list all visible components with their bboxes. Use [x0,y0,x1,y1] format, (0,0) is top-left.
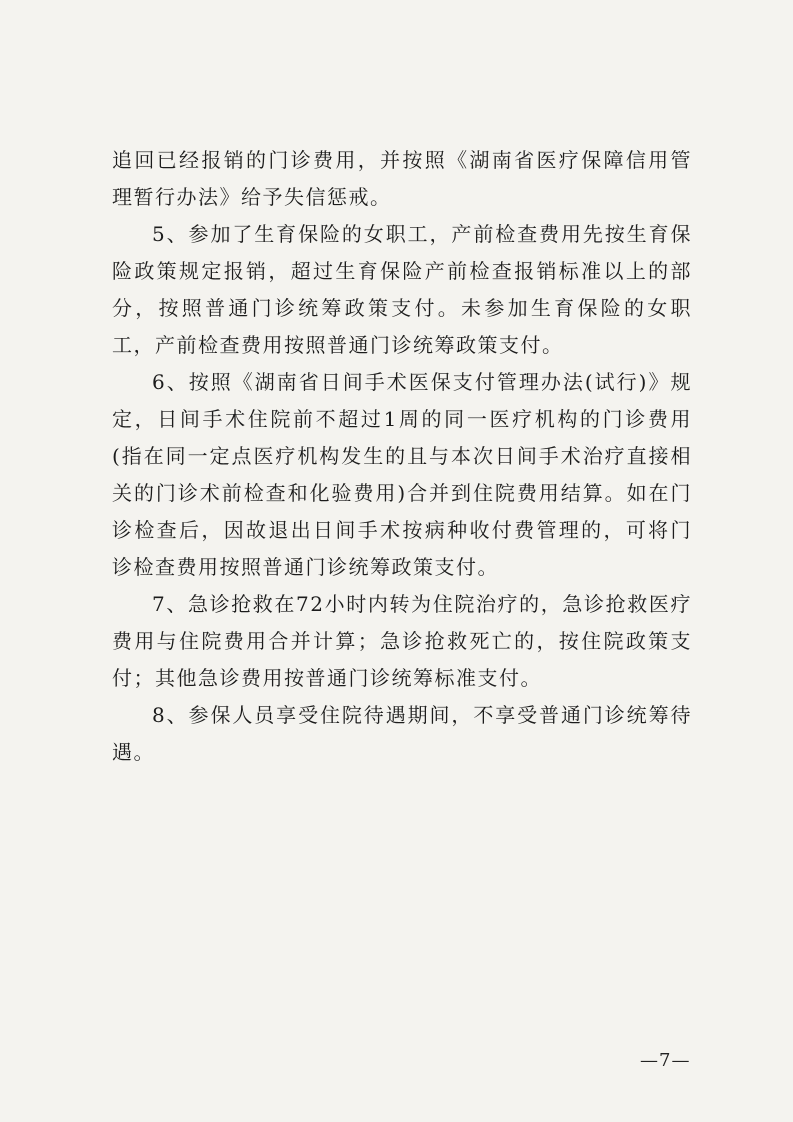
paragraph-item-6: 6、按照《湖南省日间手术医保支付管理办法(试行)》规定，日间手术住院前不超过1周的同一医疗机构的门诊费用(指在同一定点医疗机构发生的且与本次日间手术治疗直接相关的门诊术前检查和化验费用)合并到住院费用结算。如在门诊检查后，因故退出日间手术按病种收付费管理的，可将门诊检查费用按照普通门诊统筹政策支付。 [112,370,692,579]
paragraph-item-5: 5、参加了生育保险的女职工，产前检查费用先按生育保险政策规定报销，超过生育保险产前检查报销标准以上的部分，按照普通门诊统筹政策支付。未参加生育保险的女职工，产前检查费用按照普通门诊统筹政策支付。 [112,222,692,357]
paragraph-item-7: 7、急诊抢救在72小时内转为住院治疗的，急诊抢救医疗费用与住院费用合并计算；急诊抢救死亡的，按住院政策支付；其他急诊费用按普通门诊统筹标准支付。 [112,592,692,690]
paragraph-item-8: 8、参保人员享受住院待遇期间，不享受普通门诊统筹待遇。 [112,703,692,764]
document-body [112,142,692,771]
page-number: —7— [640,1050,691,1071]
paragraph-continuation: 追回已经报销的门诊费用，并按照《湖南省医疗保障信用管理暂行办法》给予失信惩戒。 [112,148,692,209]
